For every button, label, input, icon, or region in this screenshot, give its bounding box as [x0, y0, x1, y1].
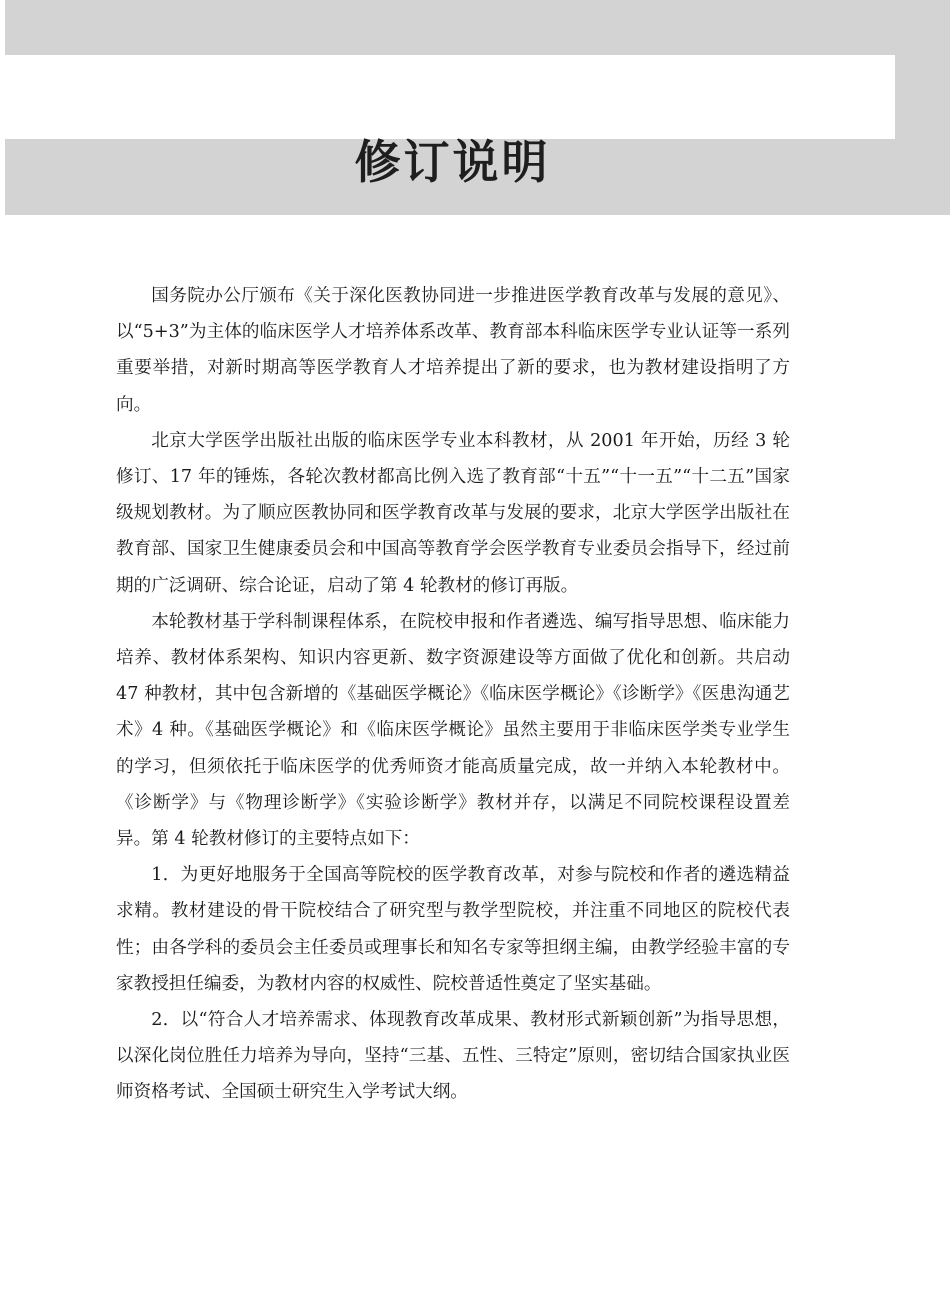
paragraph: 北京大学医学出版社出版的临床医学专业本科教材，从 2001 年开始，历经 3 轮修订、17 年的锤炼，各轮次教材都高比例入选了教育部“十五”“十一五”“十二五”国家级规划教材。为了顺应医教协同和医学教育改革与发展的要求，北京大学医学出版社在教育部、国家卫生健康委员会和中国高等教育学会医学教育专业委员会指导下，经过前期的广泛调研、综合论证，启动了第 4 轮教材的修订再版。 — [116, 430, 790, 596]
header-inset — [5, 55, 895, 139]
page-title: 修订说明 — [354, 135, 551, 189]
body-text — [116, 278, 790, 1111]
paragraph: 1．为更好地服务于全国高等院校的医学教育改革，对参与院校和作者的遴选精益求精。教材建设的骨干院校结合了研究型与教学型院校，并注重不同地区的院校代表性；由各学科的委员会主任委员或理事长和知名专家等担纲主编，由教学经验丰富的专家教授担任编委，为教材内容的权威性、院校普适性奠定了坚实基础。 — [116, 865, 790, 994]
paragraph: 本轮教材基于学科制课程体系，在院校申报和作者遴选、编写指导思想、临床能力培养、教材体系架构、知识内容更新、数字资源建设等方面做了优化和创新。共启动 47 种教材，其中包含新增的《基础医学概论》《临床医学概论》《诊断学》《医患沟通艺术》4 种。《基础医学概论》和《临床医学概论》虽然主要用于非临床医学类专业学生的学习，但须依托于临床医学的优秀师资才能高质量完成，故一并纳入本轮教材中。《诊断学》与《物理诊断学》《实验诊断学》教材并存，以满足不同院校课程设置差异。第 4 轮教材修订的主要特点如下： — [116, 611, 790, 850]
paragraph: 国务院办公厅颁布《关于深化医教协同进一步推进医学教育改革与发展的意见》、以“5+3”为主体的临床医学人才培养体系改革、教育部本科临床医学专业认证等一系列重要举措，对新时期高等医学教育人才培养提出了新的要求，也为教材建设指明了方向。 — [116, 286, 790, 415]
paragraph: 2．以“符合人才培养需求、体现教育改革成果、教材形式新颖创新”为指导思想，以深化岗位胜任力培养为导向，坚持“三基、五性、三特定”原则，密切结合国家执业医师资格考试、全国硕士研究生入学考试大纲。 — [116, 1010, 790, 1103]
